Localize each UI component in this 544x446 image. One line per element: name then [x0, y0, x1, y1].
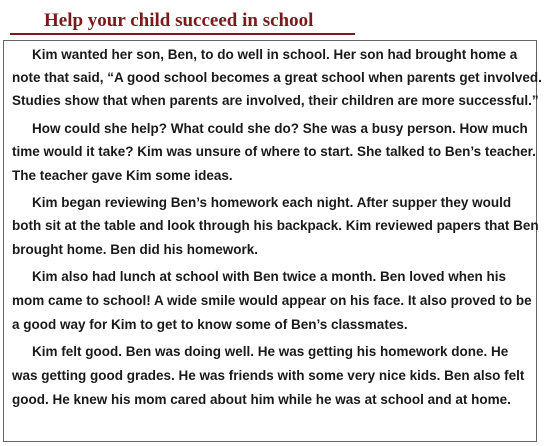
story-line: Studies show that when parents are involved, their children are more successful.”	[12, 93, 539, 108]
story-line: was getting good grades. He was friends with some very nice kids. Ben also felt	[12, 368, 525, 383]
story-line: Kim also had lunch at school with Ben twice a month. Ben loved when his	[32, 269, 507, 284]
page-title: Help your child succeed in school	[44, 10, 314, 31]
title-bar	[10, 7, 355, 35]
story-text-box	[3, 40, 542, 442]
story-line: Kim began reviewing Ben’s homework each night. After supper they would	[32, 195, 512, 210]
story-line: time would it take? Kim was unsure of where to start. She talked to Ben’s teacher.	[12, 144, 536, 159]
story-line: good. He knew his mom cared about him while he was at school and at home.	[12, 392, 511, 407]
story-line: Kim felt good. Ben was doing well. He was getting his homework done. He	[32, 344, 509, 359]
story-line: Kim wanted her son, Ben, to do well in school. Her son had brought home a	[32, 47, 518, 62]
story-line: note that said, “A good school becomes a great school when parents get involved.	[12, 70, 542, 85]
story-line: brought home. Ben did his homework.	[12, 242, 259, 257]
story-line: The teacher gave Kim some ideas.	[12, 168, 233, 183]
story-line: both sit at the table and look through his backpack. Kim reviewed papers that Ben	[12, 218, 539, 233]
story-line: How could she help? What could she do? She was a busy person. How much	[32, 121, 528, 136]
story-line: mom came to school! A wide smile would appear on his face. It also proved to be	[12, 293, 532, 308]
story-line: a good way for Kim to get to know some of Ben’s classmates.	[12, 317, 408, 332]
